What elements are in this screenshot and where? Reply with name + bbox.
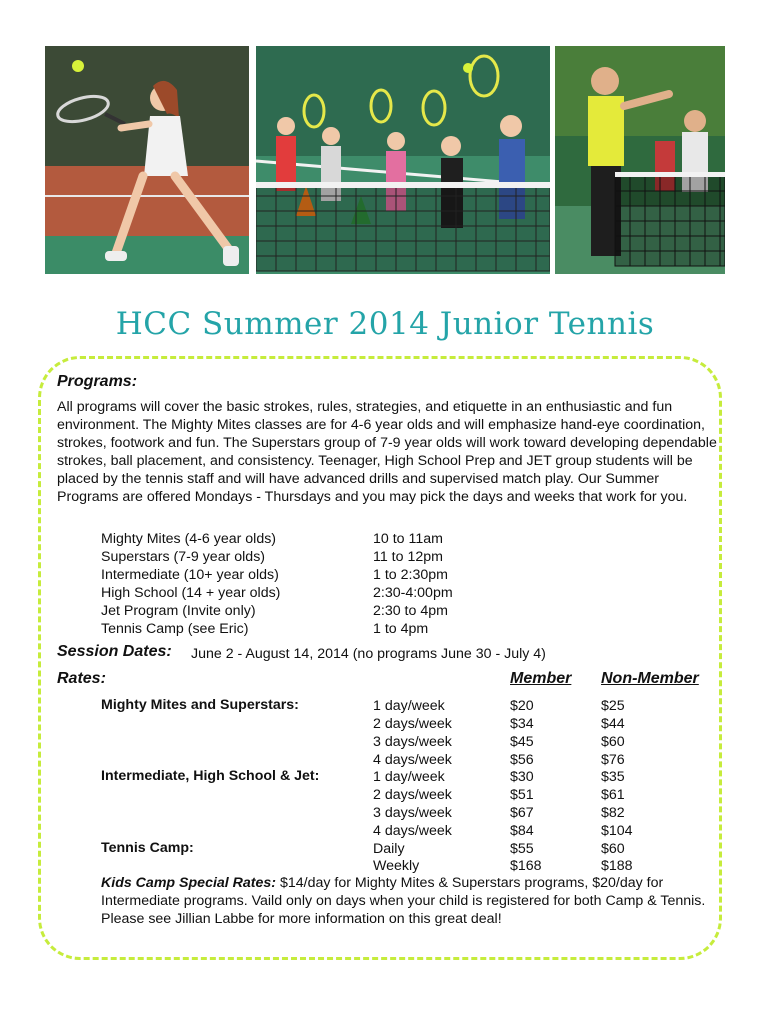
program-name: High School (14 + year olds)	[101, 585, 281, 601]
program-time: 2:30-4:00pm	[373, 585, 453, 601]
program-time: 1 to 4pm	[373, 621, 429, 637]
photo-girl-forehand	[45, 46, 249, 274]
rate-nonmember: $76	[601, 752, 625, 768]
rate-nonmember: $44	[601, 716, 625, 732]
program-name: Mighty Mites (4-6 year olds)	[101, 531, 277, 547]
program-name: Superstars (7-9 year olds)	[101, 549, 266, 565]
rate-nonmember: $35	[601, 769, 625, 785]
rate-member: $51	[510, 787, 534, 803]
rate-member: $34	[510, 716, 534, 732]
program-time: 2:30 to 4pm	[373, 603, 448, 619]
rate-frequency: 1 day/week	[373, 769, 445, 785]
program-name: Intermediate (10+ year olds)	[101, 567, 279, 583]
rate-member: $84	[510, 823, 534, 839]
rate-nonmember: $25	[601, 698, 625, 714]
rates-heading: Rates:	[57, 670, 106, 687]
member-column-header: Member	[510, 670, 572, 687]
rate-frequency: 1 day/week	[373, 698, 445, 714]
session-dates-text: June 2 - August 14, 2014 (no programs June 30 - July 4)	[191, 646, 546, 662]
rate-nonmember: $60	[601, 734, 625, 750]
rate-nonmember: $82	[601, 805, 625, 821]
program-name: Tennis Camp (see Eric)	[101, 621, 249, 637]
rate-frequency: Weekly	[373, 858, 420, 874]
rate-frequency: 2 days/week	[373, 787, 452, 803]
rate-frequency: Daily	[373, 841, 405, 857]
rate-nonmember: $188	[601, 858, 633, 874]
rate-group-label: Intermediate, High School & Jet:	[101, 768, 320, 784]
rate-nonmember: $60	[601, 841, 625, 857]
kids-camp-heading: Kids Camp Special Rates:	[101, 875, 277, 891]
rate-frequency: 3 days/week	[373, 734, 452, 750]
rate-group-label: Tennis Camp:	[101, 840, 194, 856]
photo-kids-at-net	[256, 46, 550, 274]
program-time: 11 to 12pm	[373, 549, 443, 565]
rate-member: $67	[510, 805, 534, 821]
rate-frequency: 4 days/week	[373, 823, 452, 839]
rate-frequency: 2 days/week	[373, 716, 452, 732]
nonmember-column-header: Non-Member	[601, 670, 699, 687]
rate-group-label: Mighty Mites and Superstars:	[101, 697, 299, 713]
kids-camp-text: $14/day for Mighty Mites & Superstars programs, $20/day for Intermediate programs. Vaild only on days when your child is registered for both Camp & Tennis. Please see Jillian Labbe for more information on this great deal!	[101, 875, 706, 927]
kids-camp-note	[101, 874, 719, 928]
programs-heading: Programs:	[57, 373, 138, 390]
rate-member: $45	[510, 734, 534, 750]
rate-member: $20	[510, 698, 534, 714]
program-name: Jet Program (Invite only)	[101, 603, 256, 619]
rate-member: $56	[510, 752, 534, 768]
rate-nonmember: $61	[601, 787, 625, 803]
rate-frequency: 4 days/week	[373, 752, 452, 768]
photo-coach-high-five	[555, 46, 725, 274]
rate-member: $55	[510, 841, 534, 857]
program-time: 1 to 2:30pm	[373, 567, 448, 583]
programs-paragraph: All programs will cover the basic strokes, rules, strategies, and etiquette in an enthusiastic and fun environment. The Mighty Mites classes are for 4-6 year olds and will emphasize hand-eye coordination, strokes, footwork and fun. The Superstars group of 7-9 year olds will work toward developing dependable strokes, ball placement, and consistency. Teenager, High School Prep and JET group students will be placed by the tennis staff and will have advanced drills and supervised match play. Our Summer Programs are offered Mondays - Thursdays and you may pick the days and weeks that work for you.	[57, 399, 717, 505]
rate-frequency: 3 days/week	[373, 805, 452, 821]
session-dates-heading: Session Dates:	[57, 643, 172, 660]
page-title: HCC Summer 2014 Junior Tennis	[115, 306, 655, 342]
rate-member: $30	[510, 769, 534, 785]
rate-member: $168	[510, 858, 542, 874]
rate-nonmember: $104	[601, 823, 633, 839]
program-time: 10 to 11am	[373, 531, 443, 547]
